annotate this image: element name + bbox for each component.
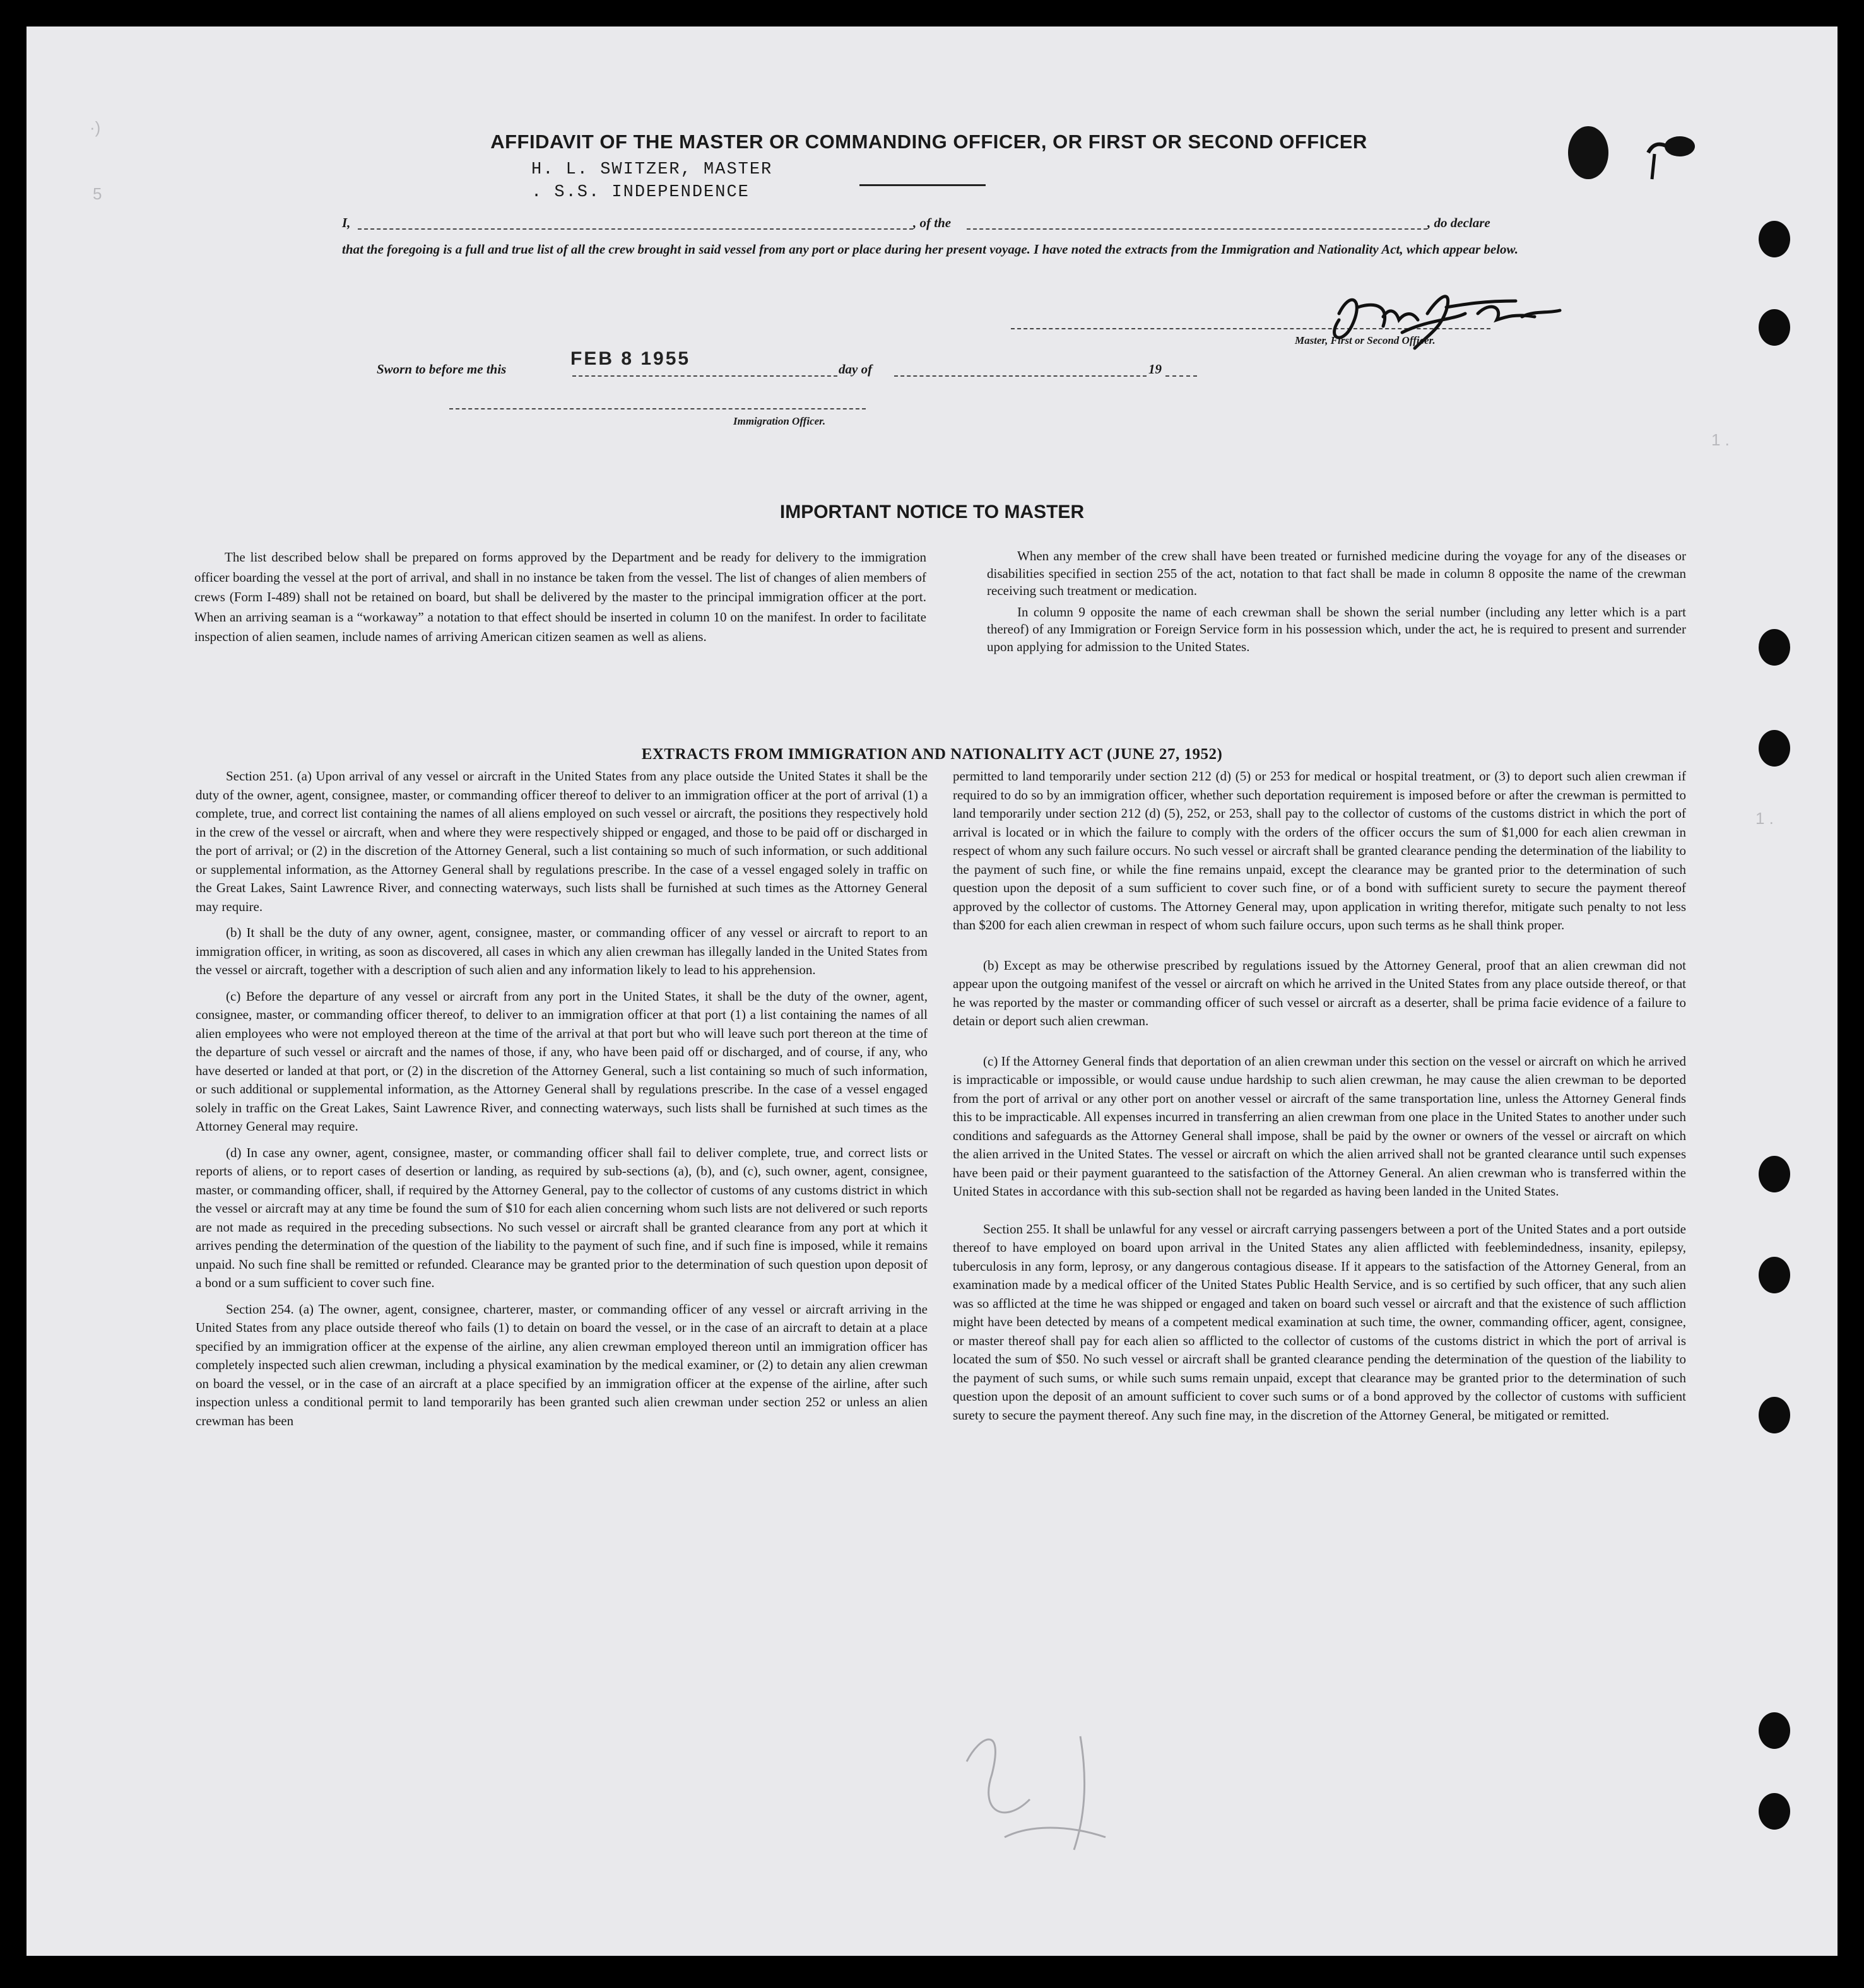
date-stamp: FEB 8 1955	[570, 348, 691, 369]
sworn-year-line	[1165, 375, 1197, 377]
binder-hole	[1759, 1712, 1790, 1749]
section-251-c: (c) Before the departure of any vessel or aircraft from any port in the United States, it shall be the duty of the owner, agent, consignee, master, or commanding officer thereof, to deliver to an immigration officer at that port (1) a list containing the names of all alien employees who were not employed thereon at the time of the arrival at that port but who will leave such port thereon at the time of the departure of such vessel or aircraft and the names of those, if any, who have been paid off or discharged, and of course, if any, who have deserted or landed at that port, or (2) in the discretion of the Attorney General, such a list containing so much of such information, or such additional or supplemental information, as the Attorney General shall by regulations prescribe. In the case of a vessel engaged solely in traffic on the Great Lakes, Saint Lawrence River, and connecting waterways, such lists shall be furnished at such times as the Attorney General may require.	[196, 988, 928, 1134]
sworn-year: 19	[1148, 362, 1162, 377]
binder-hole	[1759, 221, 1790, 257]
bleed-through-mark: ·)	[90, 118, 101, 137]
binder-hole	[1759, 1397, 1790, 1433]
binder-hole	[1759, 1257, 1790, 1293]
officer-signature-line	[449, 408, 866, 409]
bleed-through-mark: 1 .	[1755, 809, 1774, 828]
notice-paragraph: When any member of the crew shall have been treated or furnished medicine during the voyage for any of the diseases or disabilities specified in section 255 of the act, notation to that fact shall be made in column 8 opposite the name of the crewman receiving such treatment or medication.	[987, 548, 1686, 598]
ink-blot-icon	[1554, 109, 1718, 203]
handwritten-signature	[1289, 269, 1604, 364]
declaration-body: that the foregoing is a full and true list of all the crew brought in said vessel from any port or place during her present voyage. I have noted the extracts from the Immigration and Nationality Act, which appear below.	[342, 242, 1519, 257]
declare-do-declare: , do declare	[1427, 215, 1490, 230]
binder-hole	[1759, 1793, 1790, 1830]
notice-paragraph: The list described below shall be prepared on forms approved by the Department and be ready for delivery to the immigration officer boarding the vessel at the port of arrival, and shall in no instance be taken from the vessel. The list of changes of alien members of crews (Form I-489) shall not be retained on board, but shall be delivered by the master to the principal immigration officer at the port. When an arriving seaman is a “workaway” a notation to that effect should be inserted in column 10 on the manifest. In order to facilitate inspection of alien seamen, include names of arriving American citizen seamen as well as aliens.	[194, 550, 926, 644]
notice-title: IMPORTANT NOTICE TO MASTER	[779, 502, 1085, 522]
sworn-day-line	[572, 375, 837, 377]
typed-master-name: H. L. SWITZER, MASTER	[531, 160, 773, 179]
extracts-left-column	[196, 767, 928, 1438]
extracts-right-column	[953, 767, 1686, 1432]
section-254-c: (c) If the Attorney General finds that deportation of an alien crewman under this section on the vessel or aircraft on which he arrived is impracticable or impossible, or would cause undue hardship to such alien crewman, he may cause the alien crewman to be deported from the port of arrival or any other port on another vessel or aircraft of the same transportation line, unless the Attorney General finds this to be impracticable. All expenses incurred in transferring an alien crewman from one place in the United States to another under such conditions and safeguards as the Attorney General shall impose, shall be paid by the owner or owners of the vessel or aircraft on which the alien arrived in the United States. The vessel or aircraft on which the alien arrived shall not be granted clearance until such expenses have been paid or their payment guaranteed to the satisfaction of the Attorney General. An alien crewman who is transferred within the United States in accordance with this sub-section shall not be regarded as having been landed in the United States.	[953, 1053, 1686, 1199]
notice-left-column	[194, 548, 926, 655]
officer-caption: Immigration Officer.	[733, 415, 826, 427]
notice-right-column	[987, 548, 1686, 663]
bleed-through-mark: 5	[93, 184, 102, 203]
extracts-title: EXTRACTS FROM IMMIGRATION AND NATIONALITY ACT (JUNE 27, 1952)	[641, 746, 1223, 763]
declare-of-the: , of the	[913, 215, 952, 230]
binder-hole	[1759, 1156, 1790, 1192]
affidavit-title: AFFIDAVIT OF THE MASTER OR COMMANDING OFFICER, OR FIRST OR SECOND OFFICER	[490, 131, 1367, 153]
signature-caption: Master, First or Second Officer.	[1295, 334, 1436, 346]
section-251-d: (d) In case any owner, agent, consignee, master, or commanding officer shall fail to deliver complete, true, and correct lists or reports of aliens, or to report cases of desertion or landing, as required by sub-sections (a), (b), and (c), such owner, agent, consignee, master, or commanding officer, shall, if required by the Attorney General, pay to the collector of customs of any customs district in which the vessel or aircraft may at any time be found the sum of $10 for each alien concerning whom such lists are not delivered or such reports are not made as required in the preceding subsections. No such vessel or aircraft shall be granted clearance from any port at which it arrives pending the determination of the question of the liability to the payment of such fine, and if such fine is imposed, while it remains unpaid. No such fine shall be remitted or refunded. Clearance may be granted prior to the determination of such question upon deposit of a bond or a sum sufficient to cover such fine.	[196, 1144, 928, 1290]
bleed-through-mark: 1 .	[1711, 430, 1730, 449]
section-251-a: Section 251. (a) Upon arrival of any vessel or aircraft in the United States from any place outside the United States it shall be the duty of the owner, agent, consignee, master, or commanding officer thereof to deliver to an immigration officer at the port of arrival (1) a complete, true, and correct list containing the names of all aliens employed on such vessel or aircraft, the positions they respectively hold in the crew of the vessel or aircraft, when and where they were respectively shipped or engaged, and those to be paid off or discharged in the port of arrival; or (2) in the discretion of the Attorney General, such a list containing so much of such information, or such additional or supplemental information, as the Attorney General shall by regulations prescribe. In the case of a vessel engaged solely in traffic on the Great Lakes, Saint Lawrence River, and connecting waterways, such lists shall be furnished at such times as the Attorney General may require.	[196, 768, 928, 914]
binder-hole	[1759, 309, 1790, 346]
sworn-prefix: Sworn to before me this	[377, 362, 507, 377]
section-254-a: Section 254. (a) The owner, agent, consignee, charterer, master, or commanding officer of any vessel or aircraft arriving in the United States from any place outside thereof who fails (1) to detain on board the vessel, or in the case of an aircraft to detain at a place specified by an immigration officer at the expense of the airline, any alien crewman employed thereon until an immigration officer has completely inspected such alien crewman, including a physical examination by the medical examiner, or (2) to detain any alien crewman on board the vessel, or in the case of an aircraft at a place specified by an immigration officer at the expense of the airline, after such inspection unless a conditional permit to land temporarily has been granted such alien crewman under section 252 or unless an alien crewman has been	[196, 1301, 928, 1428]
sworn-day-of: day of	[839, 362, 873, 377]
section-254-b: (b) Except as may be otherwise prescribed by regulations issued by the Attorney General, proof that an alien crewman did not appear upon the outgoing manifest of the vessel or aircraft on which he arrived in the United States from any place outside thereof, or that he was reported by the master or commanding officer of such vessel or aircraft as a deserter, shall be prima facie evidence of a failure to detain or deport such alien crewman.	[953, 957, 1686, 1028]
sworn-month-line	[894, 375, 1147, 377]
section-251-b: (b) It shall be the duty of any owner, agent, consignee, master, or commanding officer of any vessel or aircraft to report to an immigration officer, in writing, as soon as discovered, all cases in which any alien crewman has illegally landed in the United States from the vessel or aircraft, together with a description of such alien and any information likely to lead to his apprehension.	[196, 925, 928, 977]
vessel-blank-line	[967, 228, 1427, 230]
name-blank-line	[358, 228, 913, 230]
binder-hole	[1759, 629, 1790, 666]
section-255: Section 255. It shall be unlawful for any vessel or aircraft carrying passengers between a port of the United States and a port outside thereof to have employed on board upon arrival in the United States any alien afflicted with feeblemindedness, insanity, epilepsy, tuberculosis in any form, leprosy, or any dangerous contagious disease. If it appears to the satisfaction of the Attorney General, from an examination made by a medical officer of the United States Public Health Service, and is so certified by such officer, that any such alien was so afflicted at the time he was shipped or engaged and taken on board such vessel or aircraft and that the existence of such affliction might have been detected by means of a competent medical examination at such time, the owner, commanding officer, agent, consignee, or master thereof shall pay for each alien so afflicted to the collector of customs of the customs district in which the port of arrival is located the sum of $50. No such vessel or aircraft shall be granted clearance pending the determination of the question of the liability to the payment of such sums, or while such sums remain unpaid, except that clearance may be granted prior to the determination of such question upon the deposit of an amount sufficient to cover such sums or of a bond approved by the collector of customs with sufficient surety to secure the payment thereof. Any such fine may, in the discretion of the Attorney General, be mitigated or remitted.	[953, 1221, 1686, 1423]
document-page	[27, 26, 1837, 1956]
declare-i: I,	[342, 215, 351, 230]
notice-paragraph: In column 9 opposite the name of each crewman shall be shown the serial number (including any letter which is a part thereof) of any Immigration or Foreign Service form in his possession which, under the act, he is required to present and surrender upon applying for admission to the United States.	[987, 604, 1686, 654]
typed-vessel-name: . S.S. INDEPENDENCE	[531, 183, 750, 202]
underline-rule	[859, 184, 986, 186]
section-254-a-continued: permitted to land temporarily under section 212 (d) (5) or 253 for medical or hospital treatment, or (3) to deport such alien crewman if required to do so by an immigration officer, whether such deportation requirement is imposed before or after the crewman is permitted to land temporarily under section 212 (d) (5), 252, or 253, shall pay to the collector of customs of the customs district in which the port of arrival is located or in which the failure to comply with the orders of the officer occurs the sum of $1,000 for each alien crewman in respect of whom any such failure occurs. No such vessel or aircraft shall be granted clearance pending the determination of the liability to the payment of such fine, or while the fine remains unpaid, except the clearance may be granted prior to the determination of such question upon the deposit of a sum sufficient to cover such fine, or of a bond with sufficient surety to secure the payment thereof approved by the collector of customs. The Attorney General may, upon application in writing therefor, mitigate such penalty to not less than $200 for each alien crewman in respect of whom such failure occurs, upon such terms as he shall think proper.	[953, 768, 1686, 932]
bleed-through-scribble	[929, 1711, 1244, 1888]
